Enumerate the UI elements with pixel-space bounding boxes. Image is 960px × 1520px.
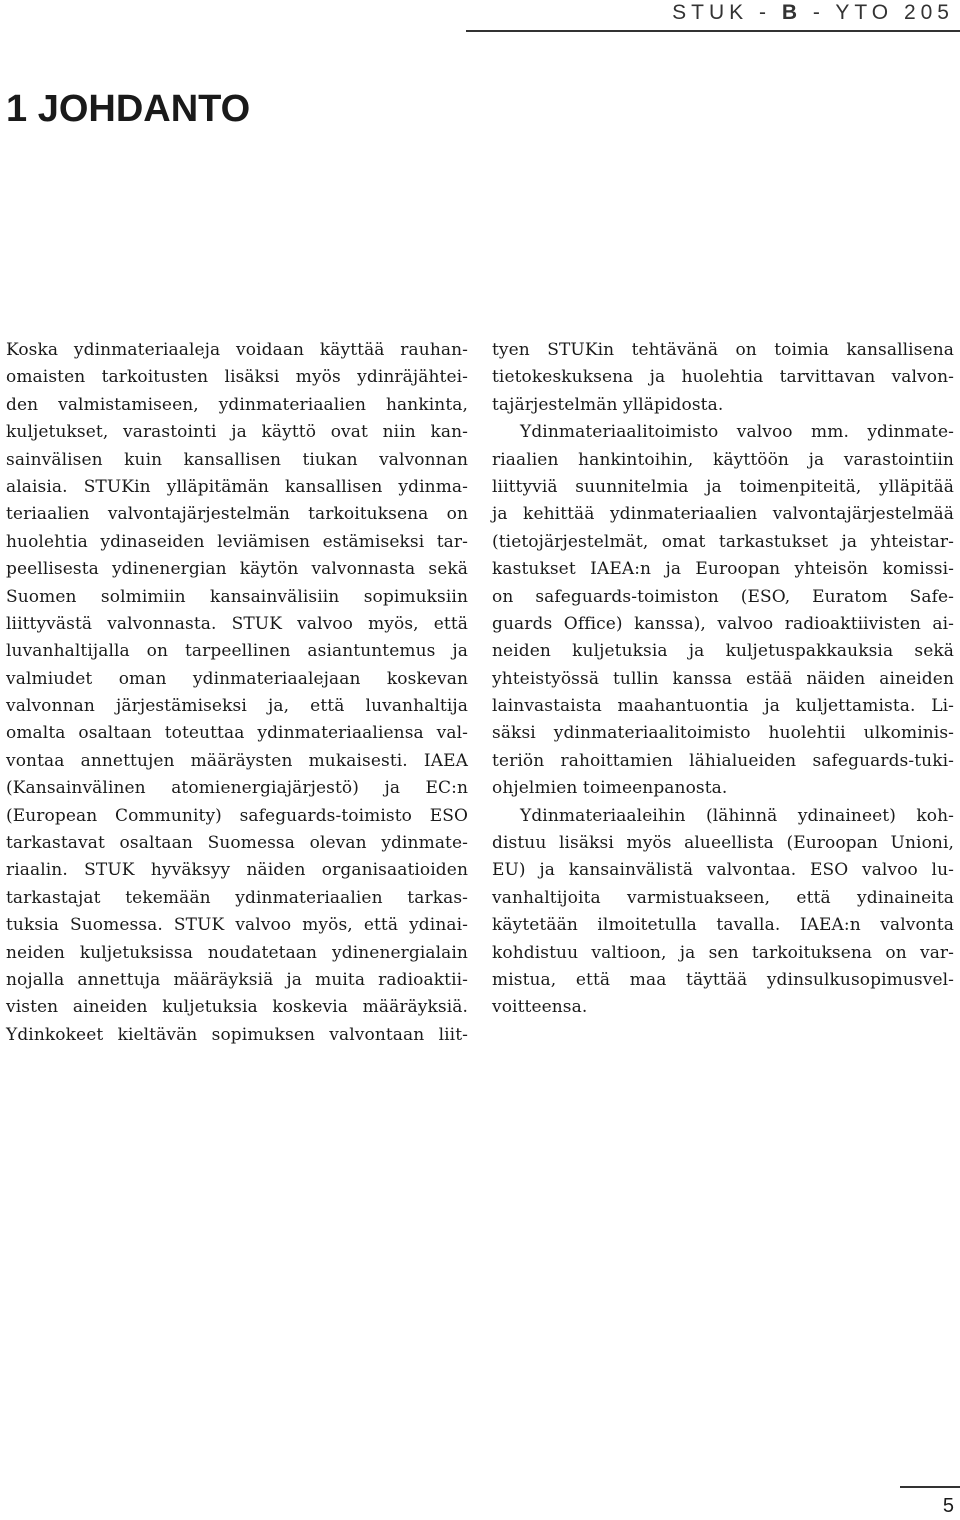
text-line: mistua, että maa täyttää ydinsulkusopimusvel-: [492, 969, 954, 990]
text-line: tuksia Suomessa. STUK valvoo myös, että ydinai-: [6, 915, 468, 936]
text-line: Ydinkokeet kieltävän sopimuksen valvontaan liit-: [6, 1024, 468, 1045]
text-line: guards Office) kanssa), valvoo radioaktiivisten ai-: [492, 613, 954, 634]
text-line: huolehtia ydinaseiden leviämisen estämiseksi tar-: [6, 531, 468, 552]
running-head-pre: STUK -: [672, 1, 772, 24]
text-line: säksi ydinmateriaalitoimisto huolehtii ulkominis-: [492, 723, 954, 744]
text-line: tietokeskuksena ja huolehtia tarvittavan valvon-: [492, 367, 954, 388]
header-rule: [466, 30, 960, 32]
text-line: Ydinmateriaalitoimisto valvoo mm. ydinmate-: [520, 422, 954, 443]
text-line: valvonnan järjestämiseksi ja, että luvanhaltija: [6, 696, 468, 717]
text-line: tarkastavat osaltaan Suomessa olevan ydinmate-: [6, 833, 468, 854]
text-line: riaalin. STUK hyväksyy näiden organisaatioiden: [6, 860, 468, 881]
text-line: valmiudet oman ydinmateriaalejaan koskevan: [6, 668, 468, 689]
text-line: neiden kuljetuksissa noudatetaan ydinenergialain: [6, 942, 468, 963]
text-line: teriön rahoittamien lähialueiden safeguards-tuki-: [492, 750, 954, 771]
text-line: (European Community) safeguards-toimisto ESO: [6, 805, 468, 826]
text-line: Suomen solmimiin kansainvälisiin sopimuksiin: [6, 586, 468, 607]
chapter-title: 1 JOHDANTO: [6, 88, 251, 130]
text-line: kuljetukset, varastointi ja käyttö ovat niin kan-: [6, 422, 468, 443]
text-line: den valmistamiseen, ydinmateriaalien hankinta,: [6, 394, 468, 415]
text-line: on safeguards-toimiston (ESO, Euratom Safe-: [492, 586, 954, 607]
text-line: omaisten tarkoitusten lisäksi myös ydinräjähtei-: [6, 367, 468, 388]
text-line: ja kehittää ydinmateriaalien valvontajärjestelmää: [492, 504, 954, 525]
text-line: distuu lisäksi myös alueellista (Euroopan Unioni,: [492, 833, 954, 854]
text-line: Ydinmateriaaleihin (lähinnä ydinaineet) koh-: [520, 805, 954, 826]
text-line: lainvastaista maahantuontia ja kuljettamista. Li-: [492, 696, 954, 717]
text-line: riaalien hankintoihin, käyttöön ja varastointiin: [492, 449, 954, 470]
text-line: nojalla annettuja määräyksiä ja muita radioaktii-: [6, 969, 468, 990]
page-number: 5: [942, 1495, 954, 1517]
text-line: liittyviä suunnitelmia ja toimenpiteitä, ylläpitää: [492, 476, 954, 497]
text-line: sainvälisen kuin kansallisen tiukan valvonnan: [6, 449, 468, 470]
text-line: kohdistuu valtioon, ja sen tarkoituksena on var-: [492, 942, 954, 963]
text-line: vanhaltijoita varmistuakseen, että ydinaineita: [492, 887, 954, 908]
text-line: neiden kuljetuksia ja kuljetuspakkauksia sekä: [492, 641, 954, 662]
text-line: vontaa annettujen määräysten mukaisesti. IAEA: [6, 750, 468, 771]
text-line: peellisesta ydinenergian käytön valvonnasta sekä: [6, 559, 468, 580]
text-line: ohjelmien toimeenpanosta.: [492, 778, 728, 799]
text-line: visten aineiden kuljetuksia koskevia määräyksiä.: [6, 997, 468, 1018]
text-line: alaisia. STUKin ylläpitämän kansallisen ydinma-: [6, 476, 468, 497]
running-head-post: - YTO 205: [812, 1, 954, 24]
body-column-right: [492, 337, 954, 1022]
running-head: [672, 1, 954, 25]
text-line: voitteensa.: [492, 997, 588, 1018]
body-column-left: [6, 337, 468, 1049]
text-line: liittyvästä valvonnasta. STUK valvoo myös, että: [6, 613, 468, 634]
text-line: luvanhaltijalla on tarpeellinen asiantuntemus ja: [6, 641, 468, 662]
text-line: Koska ydinmateriaaleja voidaan käyttää rauhan-: [6, 340, 468, 360]
text-line: (Kansainvälinen atomienergiajärjestö) ja EC:n: [6, 778, 468, 799]
text-line: EU) ja kansainvälistä valvontaa. ESO valvoo lu-: [492, 860, 954, 881]
text-line: teriaalien valvontajärjestelmän tarkoituksena on: [6, 504, 468, 525]
text-line: omalta osaltaan toteuttaa ydinmateriaaliensa val-: [6, 723, 468, 744]
text-line: tajärjestelmän ylläpidosta.: [492, 394, 724, 415]
text-line: tyen STUKin tehtävänä on toimia kansallisena: [492, 340, 954, 360]
text-line: kastukset IAEA:n ja Euroopan yhteisön komissi-: [492, 559, 954, 580]
text-line: yhteistyössä tullin kanssa estää näiden aineiden: [492, 668, 954, 689]
text-line: tarkastajat tekemään ydinmateriaalien tarkas-: [6, 887, 468, 908]
footer-rule: [900, 1486, 960, 1488]
text-line: käytetään ilmoitetulla tavalla. IAEA:n valvonta: [492, 915, 954, 936]
running-head-series: B: [781, 1, 803, 24]
text-line: (tietojärjestelmät, omat tarkastukset ja yhteistar-: [492, 531, 954, 552]
